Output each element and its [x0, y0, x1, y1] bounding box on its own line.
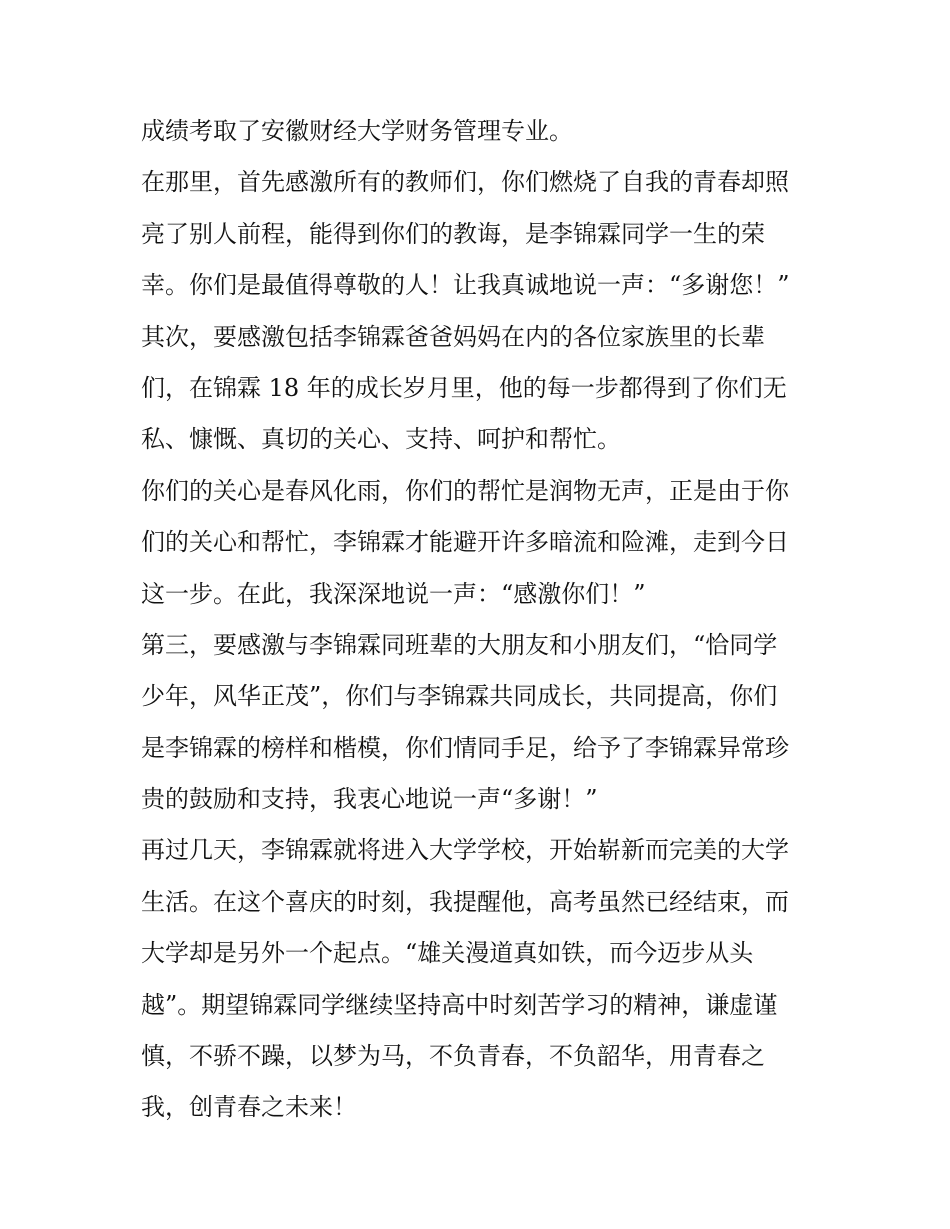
- text-line: 越”。期望锦霖同学继续坚持高中时刻苦学习的精神，谦虚谨: [141, 990, 778, 1019]
- text-line: 其次，要感激包括李锦霖爸爸妈妈在内的各位家族里的长辈: [141, 322, 765, 351]
- text-line: 你们的关心是春风化雨，你们的帮忙是润物无声，正是由于你: [141, 476, 789, 505]
- text-line: 成绩考取了安徽财经大学财务管理专业。: [141, 117, 573, 145]
- text-line: 生活。在这个喜庆的时刻，我提醒他，高考虽然已经结束，而: [141, 887, 789, 916]
- text-line: 我，创青春之未来！: [141, 1093, 357, 1122]
- body-text: [141, 106, 821, 1134]
- text-line: 第三，要感激与李锦霖同班辈的大朋友和小朋友们，“恰同学: [141, 630, 778, 659]
- text-line: 在那里，首先感激所有的教师们，你们燃烧了自我的青春却照: [141, 168, 789, 197]
- text-line: 们的关心和帮忙，李锦霖才能避开许多暗流和险滩，走到今日: [141, 528, 789, 557]
- text-line: 再过几天，李锦霖就将进入大学学校，开始崭新而完美的大学: [141, 836, 789, 865]
- text-line: 大学却是另外一个起点。“雄关漫道真如铁，而今迈步从头: [141, 939, 754, 968]
- text-line: 这一步。在此，我深深地说一声：“感激你们！”: [141, 579, 646, 608]
- text-line: 亮了别人前程，能得到你们的教诲，是李锦霖同学一生的荣: [141, 219, 765, 248]
- text-line: 少年，风华正茂”，你们与李锦霖共同成长，共同提高，你们: [141, 682, 778, 711]
- text-line: 们，在锦霖 18 年的成长岁月里，他的每一步都得到了你们无: [141, 373, 787, 402]
- text-line: 私、慷慨、真切的关心、支持、呵护和帮忙。: [141, 425, 621, 454]
- text-line: 贵的鼓励和支持，我衷心地说一声“多谢！”: [141, 785, 598, 814]
- text-line: 幸。你们是最值得尊敬的人！让我真诚地说一声：“多谢您！”: [141, 271, 790, 300]
- text-line: 是李锦霖的榜样和楷模，你们情同手足，给予了李锦霖异常珍: [141, 733, 789, 762]
- text-line: 慎，不骄不躁，以梦为马，不负青春，不负韶华，用青春之: [141, 1042, 765, 1071]
